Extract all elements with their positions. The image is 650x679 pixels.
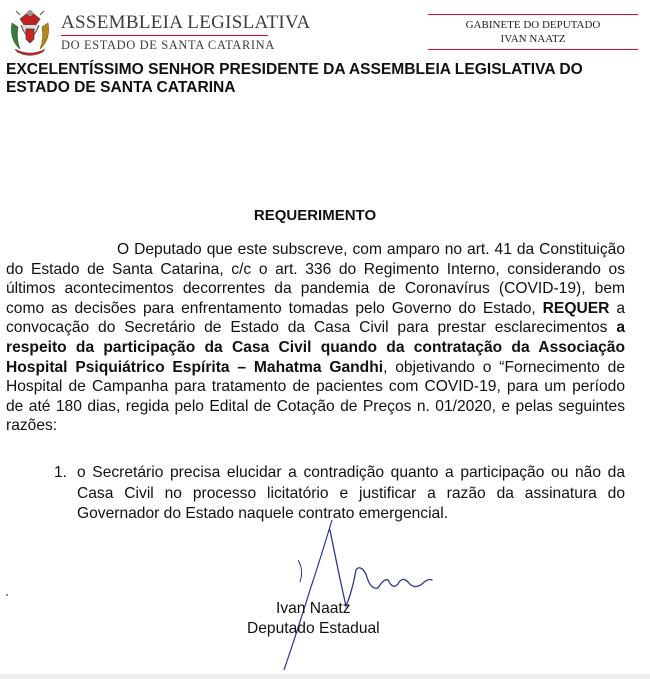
assembly-state: DO ESTADO DE SANTA CATARINA <box>61 38 275 52</box>
state-coat-of-arms-icon <box>6 5 54 57</box>
document-title: REQUERIMENTO <box>253 207 377 224</box>
office-title: GABINETE DO DEPUTADO <box>465 19 601 31</box>
request-body <box>6 240 625 436</box>
header-divider <box>61 35 268 36</box>
office-rule-bottom <box>428 49 638 50</box>
list-item-number: 1. <box>54 464 68 481</box>
signer-role: Deputado Estadual <box>247 620 380 637</box>
body-convocation: a convocação do Secretário de Estado da Casa Civil para prestar esclarecimentos <box>6 299 625 337</box>
requer-keyword: REQUER <box>542 299 610 317</box>
list-item-text: o Secretário precisa elucidar a contradição quanto a participação ou não da Casa Civil no processo licitatório e justificar a razão da assinatura do Governador do Estado naquele contrato emergencial. <box>77 464 625 522</box>
office-rule-top <box>428 14 638 15</box>
scan-speck <box>6 594 8 596</box>
body-intro: O Deputado que este subscreve, com amparo no art. 41 da Constituição do Estado de Santa Catarina, c/c o art. 336 do Regimento Interno, considerando os últimos acontecimentos decorrentes da pandemia de Coronavírus (COVID-19), bem como as decisões para enfrentamento tomadas pelo Governo do Estado, <box>6 241 625 317</box>
body-objective: , objetivando o “Fornecimento de Hospital de Campanha para tratamento de pacientes com COVID-19, para um período de até 180 dias, regida pelo Edital de Cotação de Preços n. 01/2020, e pelas seguintes razões: <box>6 358 625 435</box>
body-subject: a respeito da participação da Casa Civil quando da contratação da Associação Hospital Psiquiátrico Espírita – Mahatma Gandhi <box>6 319 625 376</box>
page-bottom-edge <box>0 674 650 679</box>
assembly-name: ASSEMBLEIA LEGISLATIVA <box>61 12 311 33</box>
office-deputy-name: IVAN NAATZ <box>500 33 566 45</box>
office-block <box>428 18 638 46</box>
signer-name: Ivan Naatz <box>276 600 351 617</box>
letterhead <box>0 0 650 60</box>
addressee: EXCELENTÍSSIMO SENHOR PRESIDENTE DA ASSEMBLEIA LEGISLATIVA DO ESTADO DE SANTA CATARINA <box>6 61 583 96</box>
